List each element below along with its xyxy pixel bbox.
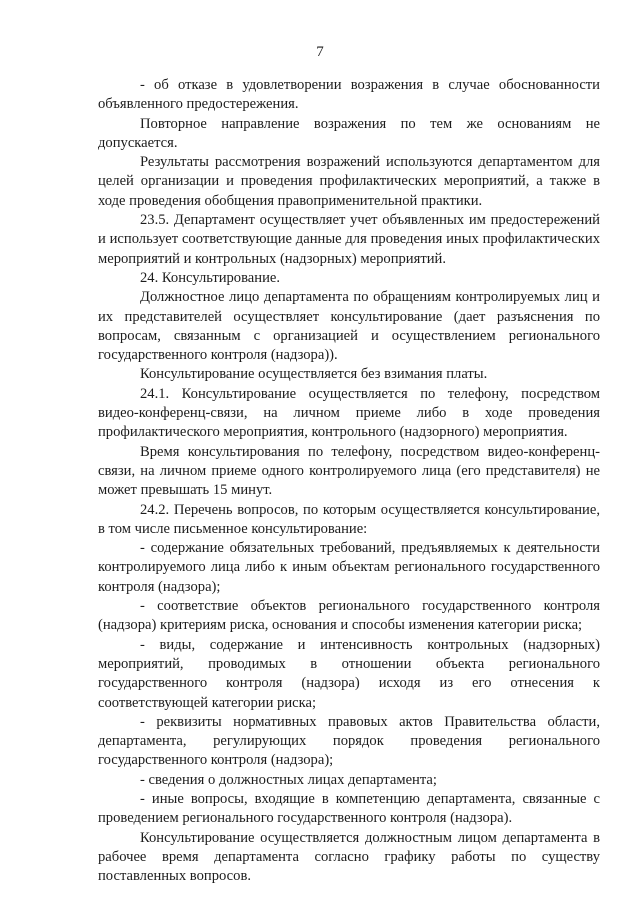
list-item-control-measures: - виды, содержание и интенсивность контрольных (надзорных) мероприятий, проводимых в отношении объекта регионального государственного контроля (надзора) исходя из его отнесения к соответствующей категории риска;	[98, 636, 600, 711]
paragraph-consulting-free: Консультирование осуществляется без взимания платы.	[140, 366, 488, 383]
paragraph-objection-results: Результаты рассмотрения возражений используются департаментом для целей организации и проведения профилактических мероприятий, а также в ходе проведения обобщения правоприменительной практики.	[98, 154, 600, 209]
section-heading-24: 24. Консультирование.	[140, 269, 281, 286]
page-number: 7	[316, 44, 324, 60]
paragraph-objection-refusal: - об отказе в удовлетворении возражения в случае обоснованности объявленного предостережения.	[98, 77, 600, 113]
paragraph-24-1: 24.1. Консультирование осуществляется по телефону, посредством видео-конференц-связи, на личном приеме либо в ходе проведения профилактического мероприятия, контрольного (надзорного) мероприятия.	[98, 385, 600, 441]
list-item-legal-acts: - реквизиты нормативных правовых актов Правительства области, департамента, регулирующих порядок проведения регионального государственного контроля (надзора);	[98, 713, 600, 769]
paragraph-consulting-official: Должностное лицо департамента по обращениям контролируемых лиц и их представителей осуществляет консультирование (дает разъяснения по вопросам, связанным с организацией и осуществлением регионального государственного контроля (надзора)).	[98, 289, 600, 364]
document-body	[98, 76, 600, 886]
paragraph-23-5: 23.5. Департамент осуществляет учет объявленных им предостережений и использует соответствующие данные для проведения иных профилактических мероприятий и контрольных (надзорных) мероприятий.	[98, 212, 600, 267]
list-item-officials-info: - сведения о должностных лицах департамента;	[140, 771, 437, 788]
list-item-risk-criteria: - соответствие объектов регионального государственного контроля (надзора) критериям риска, основания и способы изменения категории риска;	[98, 598, 600, 634]
paragraph-repeated-objection: Повторное направление возражения по тем же основаниям не допускается.	[98, 115, 600, 151]
list-item-other-questions: - иные вопросы, входящие в компетенцию департамента, связанные с проведением регионального государственного контроля (надзора).	[98, 790, 600, 827]
list-item-mandatory-requirements: - содержание обязательных требований, предъявляемых к деятельности контролируемого лица либо к иным объектам регионального государственного контроля (надзора);	[98, 540, 600, 595]
paragraph-24-2: 24.2. Перечень вопросов, по которым осуществляется консультирование, в том числе письменное консультирование:	[98, 501, 600, 537]
paragraph-consulting-time: Время консультирования по телефону, посредством видео-конференц-связи, на личном приеме одного контролируемого лица (его представителя) не может превышать 15 минут.	[98, 443, 600, 499]
paragraph-consulting-schedule: Консультирование осуществляется должностным лицом департамента в рабочее время департамента согласно графику работы по существу поставленных вопросов.	[98, 829, 600, 885]
